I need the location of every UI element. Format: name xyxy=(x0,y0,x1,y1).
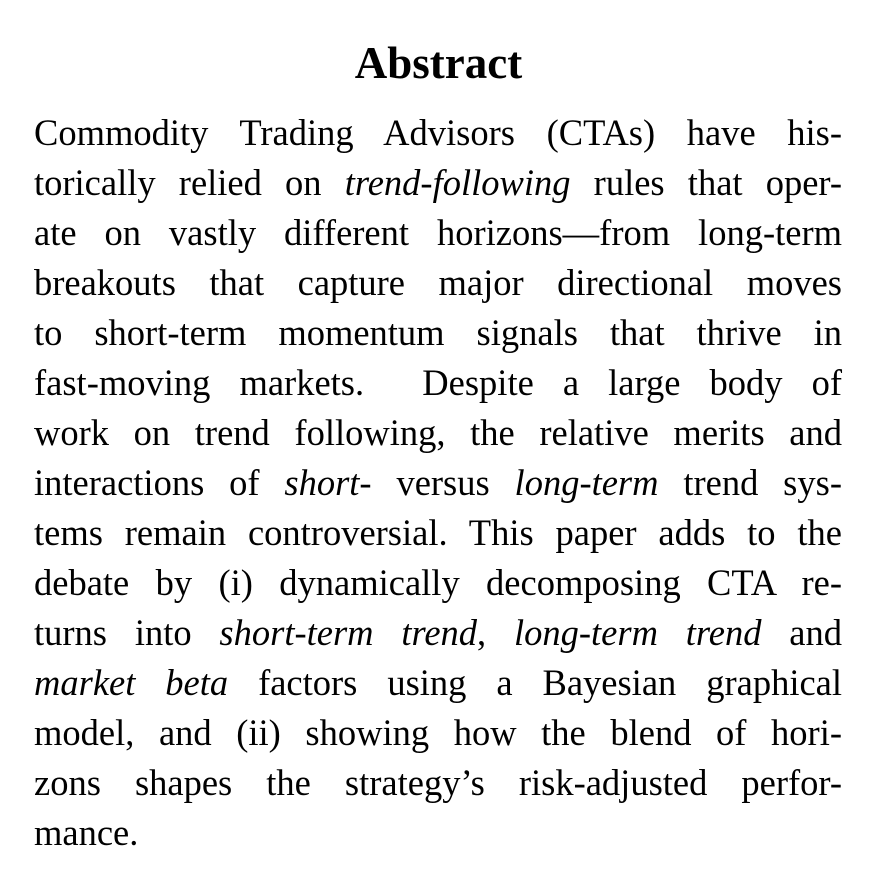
abstract-line: work on trend following, the relative merits and xyxy=(34,412,842,453)
emphasis-term: short- xyxy=(284,462,372,503)
abstract-line: model, and (ii) showing how the blend of hori- xyxy=(34,712,842,753)
abstract-line: fast-moving markets. Despite a large body of xyxy=(34,362,842,403)
abstract-heading: Abstract xyxy=(354,38,523,88)
abstract-line: market beta factors using a Bayesian graphical xyxy=(34,662,842,703)
emphasis-term: long-term xyxy=(514,462,659,503)
abstract-line: turns into short-term trend, long-term trend and xyxy=(34,612,842,653)
abstract-line: mance. xyxy=(34,812,139,853)
emphasis-term: long-term trend xyxy=(514,612,762,653)
emphasis-term: market beta xyxy=(34,662,229,703)
abstract-line: debate by (i) dynamically decomposing CTA re- xyxy=(34,562,842,603)
abstract-line: zons shapes the strategy’s risk-adjusted perfor- xyxy=(34,762,842,803)
emphasis-term: trend-following xyxy=(344,162,571,203)
abstract-line: Commodity Trading Advisors (CTAs) have his- xyxy=(34,112,842,153)
abstract-line: interactions of short- versus long-term trend sys- xyxy=(34,462,842,503)
abstract-line: to short-term momentum signals that thrive in xyxy=(34,312,842,353)
abstract-line: breakouts that capture major directional moves xyxy=(34,262,842,303)
abstract-text xyxy=(34,108,842,858)
emphasis-term: short-term trend xyxy=(219,612,478,653)
abstract-line: ate on vastly different horizons—from long-term xyxy=(34,212,842,253)
abstract-line: torically relied on trend-following rules that oper- xyxy=(34,162,842,203)
abstract-line: tems remain controversial. This paper adds to the xyxy=(34,512,842,553)
